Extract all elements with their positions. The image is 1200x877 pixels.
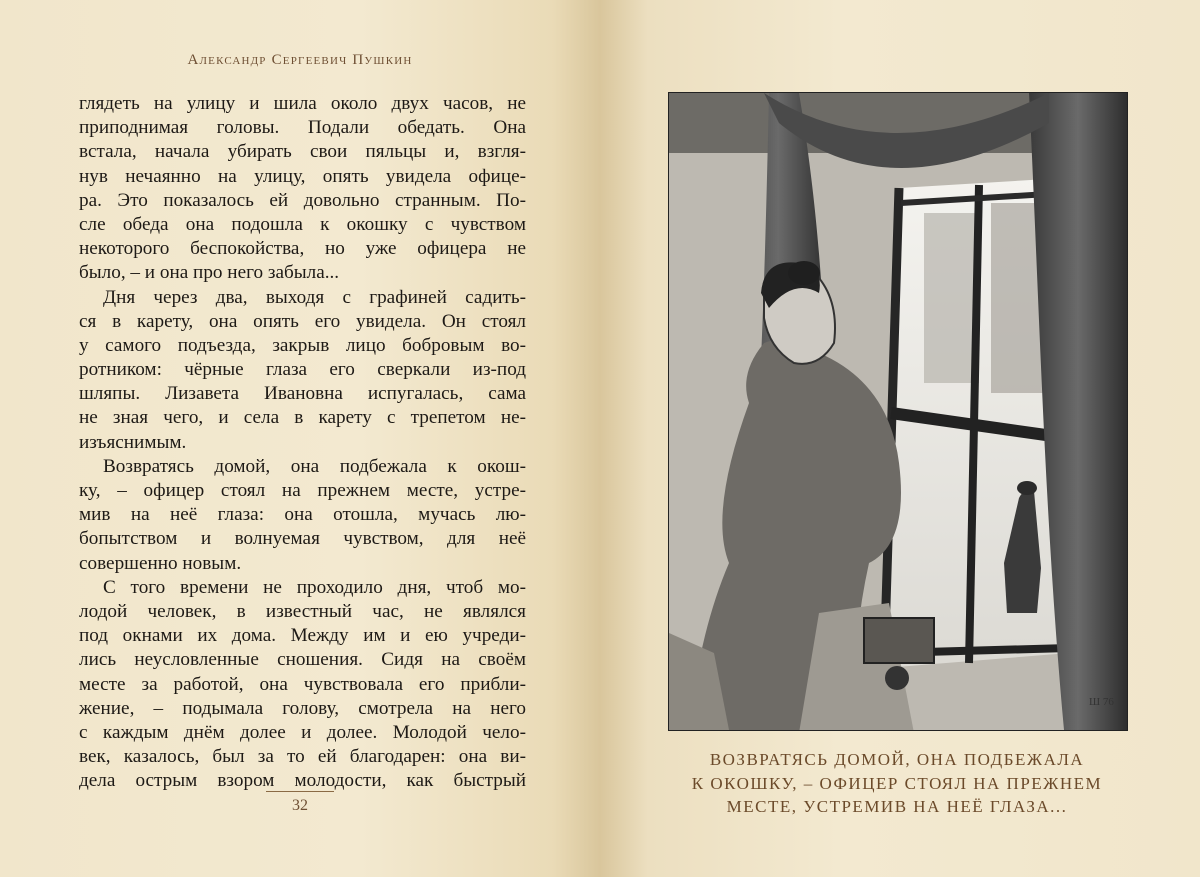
text-line: приподнимая головы. Подали обедать. Она: [79, 117, 526, 139]
text-line: месте за работой, она чувствовала его прибли-: [79, 673, 526, 695]
text-line: ра. Это показалось ей довольно странным. По-: [79, 189, 526, 211]
text-line: ку, – офицер стоял на прежнем месте, устре-: [79, 480, 526, 501]
text-line: шляпы. Лизавета Ивановна испугалась, сама: [79, 383, 526, 405]
text-line: Возвратясь домой, она подбежала к окош-: [103, 455, 526, 477]
body-text: [79, 92, 526, 793]
illustration: [668, 92, 1128, 731]
text-line: изъяснимым.: [79, 431, 187, 453]
text-line: бопытством и волнуемая чувством, для неё: [79, 528, 526, 550]
page-number: 32: [292, 797, 308, 814]
illustration-drawing: [669, 93, 1127, 730]
text-line: сле обеда она подошла к окошку с чувством: [79, 213, 526, 235]
text-line: совершенно новым.: [79, 552, 242, 574]
text-line: ся в карету, она опять его увидела. Он стоял: [79, 310, 526, 332]
text-line: ротником: чёрные глаза его сверкали из-под: [79, 359, 526, 381]
illustration-caption: [668, 748, 1126, 819]
text-line: век, казалось, был за то ей благодарен: она ви-: [79, 746, 526, 768]
caption-line: К ОКОШКУ, – ОФИЦЕР СТОЯЛ НА ПРЕЖНЕМ: [691, 773, 1103, 793]
woman-hair-bun: [788, 261, 820, 285]
text-line: жение, – подымала голову, смотрела на него: [79, 697, 526, 719]
text-line: некоторого беспокойства, но уже офицера не: [79, 238, 526, 260]
running-head: Александр Сергеевич Пушкин: [187, 52, 413, 68]
caption-line: МЕСТЕ, УСТРЕМИВ НА НЕЁ ГЛАЗА...: [726, 797, 1068, 816]
text-line: встала, начала убирать свои пяльцы и, взгля-: [79, 141, 526, 163]
text-line: было, – и она про него забыла...: [79, 262, 340, 284]
workbox: [864, 618, 934, 663]
text-line: С того времени не проходило дня, чтоб мо-: [103, 576, 526, 598]
text-line: под окнами их дома. Между им и ею учреди-: [79, 625, 526, 647]
text-line: нув нечаянно на улицу, опять увидела офице-: [79, 165, 526, 187]
text-line: лись неусловленные сношения. Сидя на своём: [79, 649, 526, 671]
yarn-ball: [885, 666, 909, 690]
text-line: мив на неё глаза: она отошла, мучась лю-: [79, 504, 526, 526]
caption-line: ВОЗВРАТЯСЬ ДОМОЙ, ОНА ПОДБЕЖАЛА: [709, 750, 1085, 769]
officer-hat: [1017, 481, 1037, 495]
text-line: с каждым днём долее и долее. Молодой чело-: [79, 721, 526, 743]
page-number-rule: [266, 791, 334, 792]
text-line: Дня через два, выходя с графиней садить-: [103, 286, 526, 308]
artist-signature: Ш 76: [1089, 696, 1114, 708]
text-line: не зная чего, и села в карету с трепетом не-: [79, 407, 526, 429]
text-line: глядеть на улицу и шила около двух часов, не: [79, 93, 526, 114]
text-line: лодой человек, в известный час, не являлся: [79, 600, 526, 622]
building-outside: [924, 213, 979, 383]
text-line: дела острым взором молодости, как быстрый: [79, 770, 526, 792]
text-line: у самого подъезда, закрыв лицо бобровым во-: [79, 334, 526, 356]
